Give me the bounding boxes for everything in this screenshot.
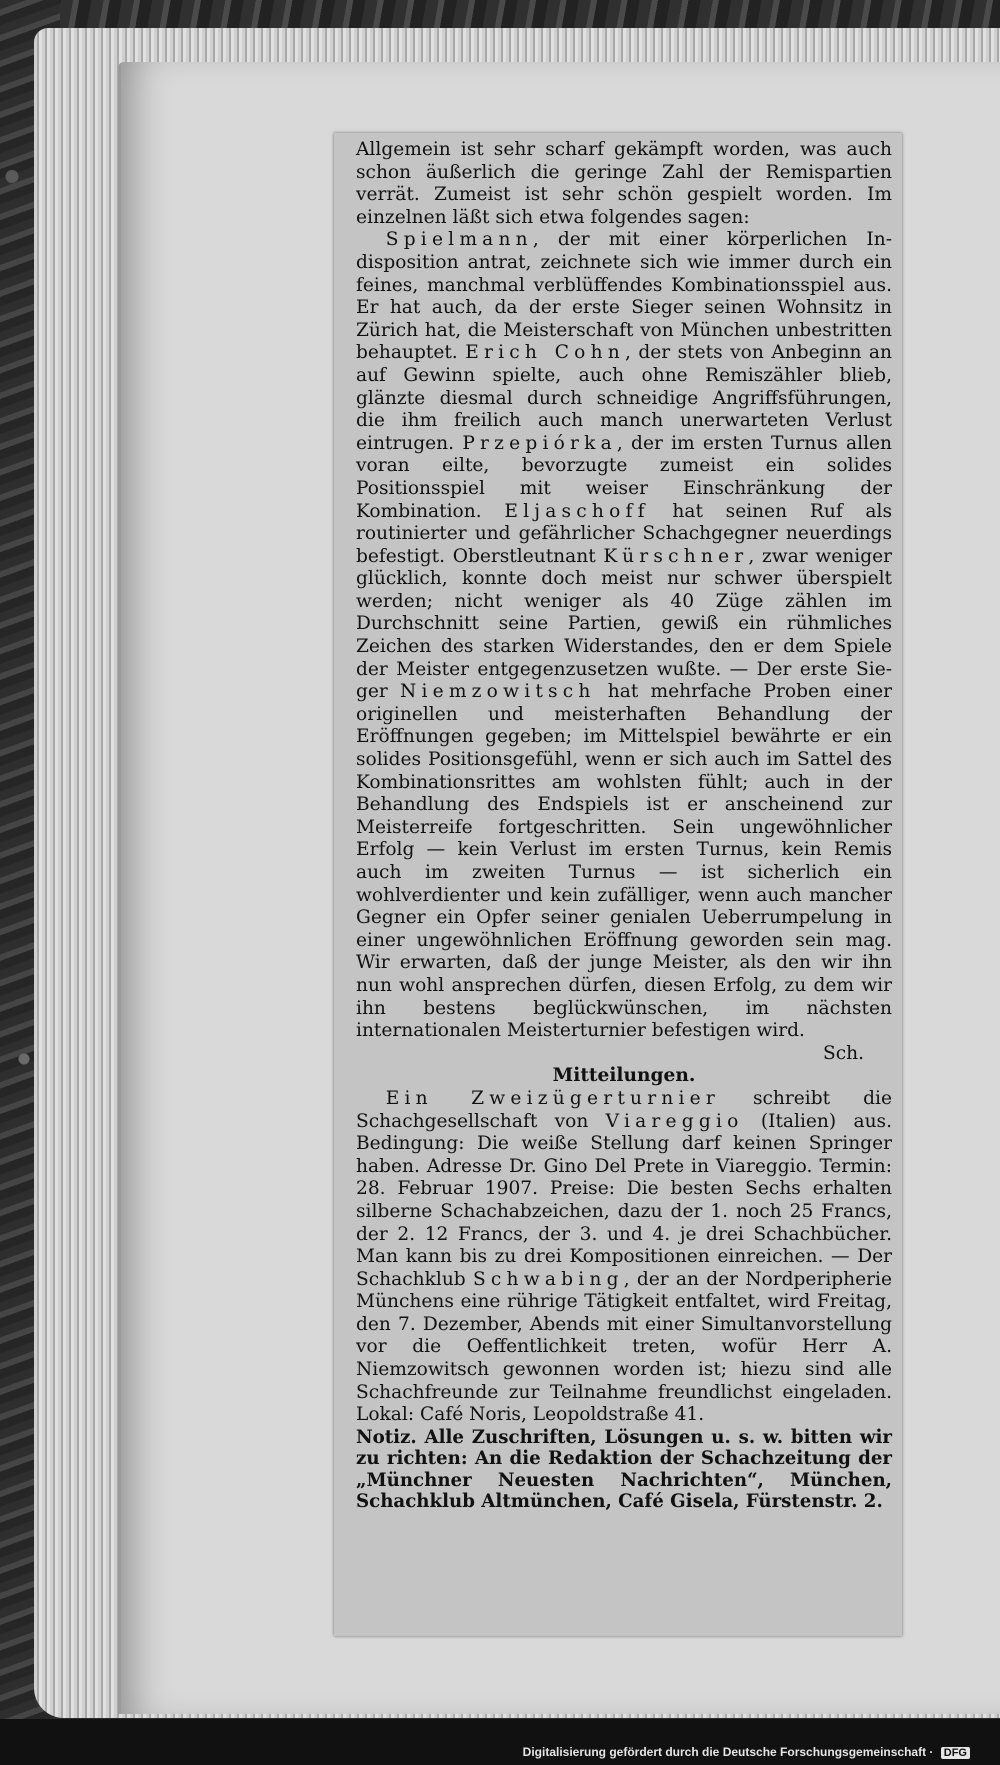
text-run: , der an der Nordperipherie Münchens eine rührige Tätigkeit entfaltet, wird Freitag, den 7. Dezember, Abends mit einer Simultanvorstellung vor die Oeffentlichkeit treten, wofür Herr A. Niemzowitsch gewonnen worden ist; hiezu sind alle Schachfreunde zur Teilnahme freundlichst eingeladen. Lokal: Café Noris, Leopoldstraße 41.: [356, 1268, 892, 1426]
spaced-name: Eljaschoff: [504, 500, 650, 522]
article-body: [356, 229, 892, 1042]
spaced-name: Viareggio: [605, 1110, 744, 1132]
text-run: , der mit einer körperlichen Indisposition antrat, zeichnete sich wie immer durch ein feines, manchmal verblüffendes Kombinationsspiel aus. Er hat auch, da der erste Sieger seinen Wohnsitz in Zürich hat, die Meisterschaft von München unbestritten behauptet.: [356, 229, 892, 364]
text-run: , der im ersten Turnus allen voran eilte, bevorzugte zumeist ein solides Positionsspiel mit weiser Einschränkung der Kombination.: [356, 432, 893, 522]
digitization-credit: Digitalisierung gefördert durch die Deutsche Forschungsgemeinschaft · DFG: [523, 1745, 970, 1759]
spaced-name: Erich Cohn: [465, 342, 625, 364]
announcements-body: [356, 1088, 892, 1427]
text-run: schreibt die Schachgesellschaft von: [356, 1087, 892, 1132]
newspaper-clipping: [334, 133, 902, 1636]
announcements-heading: Mitteilungen.: [552, 1065, 696, 1087]
editorial-notice: Notiz. Alle Zuschriften, Lösungen u. s. w. bitten wir zu richten: An die Redaktion der Schachzeitung der „Münchner Neuesten Nachrichten“, München, Schachklub Altmünchen, Café Gisela, Fürstenstr. 2.: [356, 1426, 892, 1513]
text-run: hat mehrfache Proben einer originellen und meisterhaften Behandlung der Eröffnungen gegeben; im Mittelspiel bewährte er ein solides Positionsgefühl, wenn er sich auch im Sattel des Kombinationsrittes am wohlsten fühlt; auch in der Behandlung des Endspiels ist er anscheinend zur Meisterreife fortgeschritten. Sein ungewöhnlicher Erfolg — kein Verlust im ersten Turnus, kein Remis auch im zweiten Turnus — ist sicherlich ein wohlverdienter und kein zufälliger, wenn auch mancher Gegner ein Opfer seiner genialen Ueberrumpelung in einer ungewöhnlichen Eröffnung geworden sein mag. Wir erwarten, daß der junge Meister, als den wir ihn nun wohl ansprechen dürfen, diesen Erfolg, zu dem wir ihn bestens beglückwünschen, im nächsten internationalen Meisterturnier befestigen wird.: [356, 681, 892, 1042]
spaced-name: Przepiórka: [462, 432, 617, 454]
spaced-name: Niemzowitsch: [399, 681, 596, 703]
text-run: , zwar weniger glücklich, konnte doch meist nur schwer überspielt werden; nicht weniger als 40 Züge zählen im Durchschnitt seine Partien, gewiß ein rühmliches Zeichen des starken Widerstandes, den er dem Spiele der Meister entgegenzusetzen wußte. — Der erste Sieger: [356, 545, 892, 703]
text-run: , der stets von Anbeginn an auf Gewinn spielte, auch ohne Remiszähler blieb, glänzte diesmal durch schneidige Angriffsführungen, die ihm freilich auch manch unerwarteten Verlust eintrugen.: [356, 342, 892, 454]
spaced-name: Spielmann: [385, 229, 533, 251]
credit-text: Digitalisierung gefördert durch die Deutsche Forschungsgemeinschaft: [522, 1745, 927, 1759]
spaced-name: Ein Zweizügerturnier: [385, 1087, 720, 1109]
spaced-name: Kürschner: [603, 545, 749, 567]
text-run: (Italien) aus. Bedingung: Die weiße Stellung darf keinen Springer haben. Adresse Dr. Gino Del Prete in Viareggio. Termin: 28. Februar 1907. Preise: Die besten Sechs erhalten silberne Schachabzeichen, dazu der 1. noch 25 Francs, der 2. 12 Francs, der 3. und 4. je drei Schachbücher. Man kann bis zu drei Kompositionen einreichen. — Der Schachklub: [356, 1110, 892, 1290]
article-signature: Sch.: [822, 1042, 864, 1064]
dfg-logo-icon: DFG: [941, 1747, 970, 1759]
spaced-name: Schwabing: [472, 1268, 624, 1290]
text-run: hat seinen Ruf als routinierter und gefährlicher Schachgegner neuerdings befestigt. Oberstleutnant: [356, 500, 892, 567]
article-intro: Allgemein ist sehr scharf gekämpft worden, was auch schon äußerlich die geringe Zahl der Remispartien verrät. Zumeist ist sehr schön gespielt worden. Im einzelnen läßt sich etwa folgendes sagen:: [356, 139, 892, 228]
